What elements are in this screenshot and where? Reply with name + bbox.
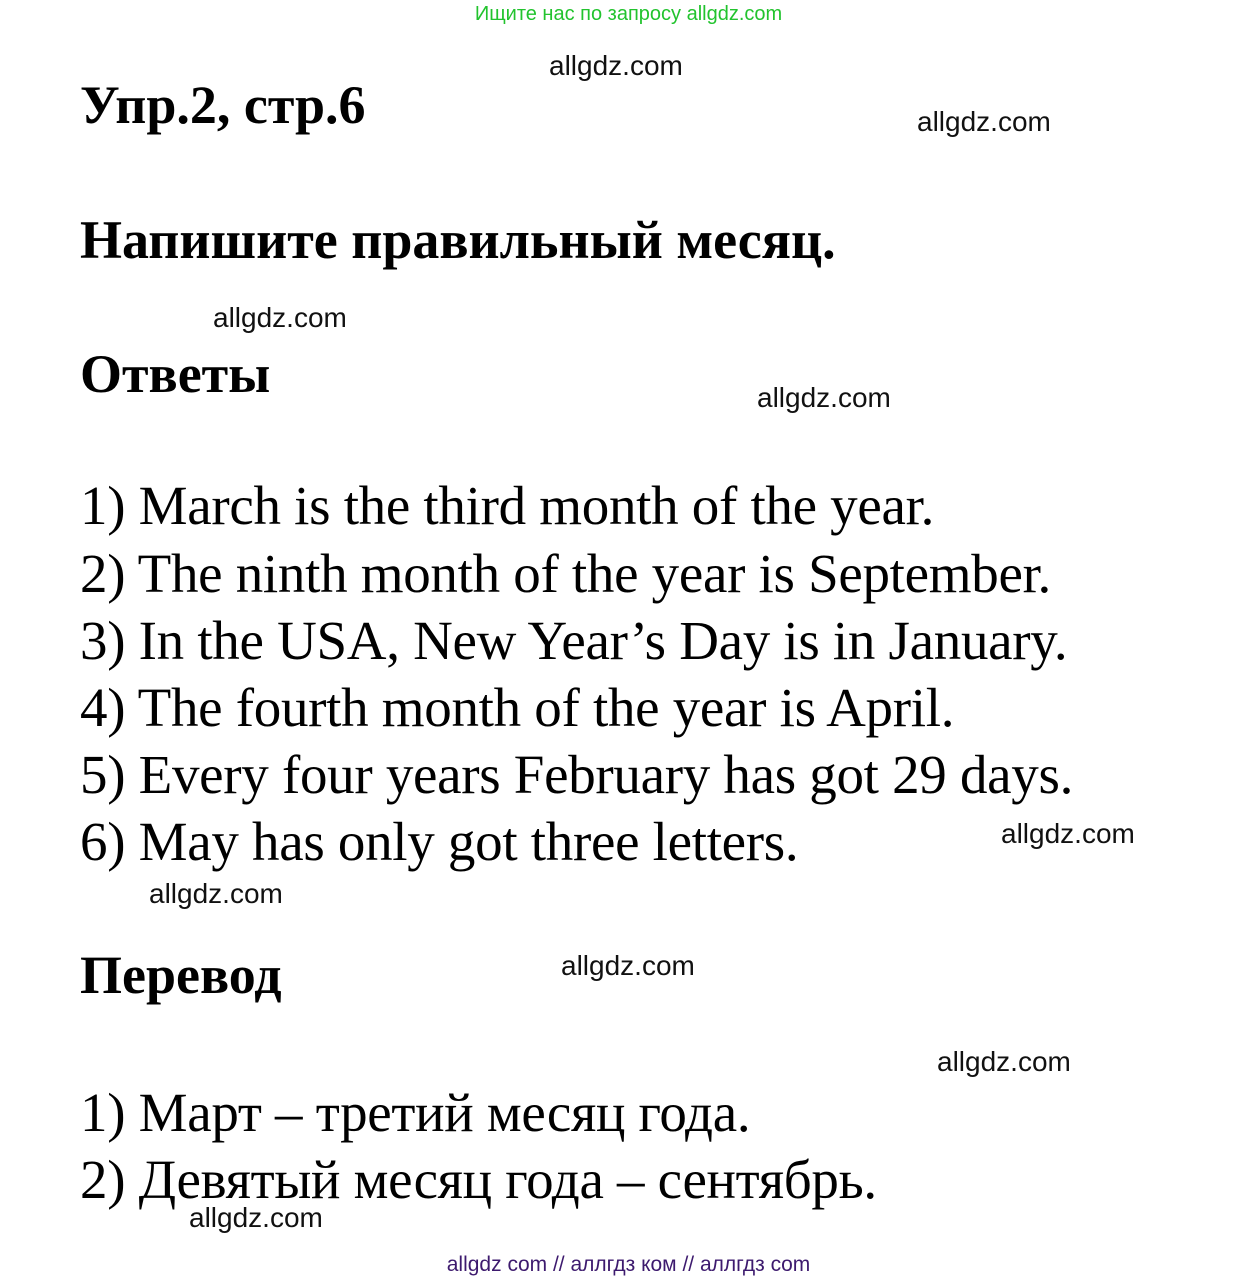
translation-heading: Перевод [80, 945, 282, 1005]
answer-line: 5) Every four years February has got 29 days. [80, 744, 1074, 805]
watermark: allgdz.com [937, 1046, 1071, 1077]
watermark: allgdz.com [1001, 818, 1135, 849]
top-banner[interactable]: Ищите нас по запросу allgdz.com [474, 3, 783, 25]
exercise-title: Упр.2, стр.6 [80, 75, 366, 135]
answer-line: 1) March is the third month of the year. [80, 475, 935, 536]
bottom-banner[interactable]: allgdz com // аллгдз ком // аллгдз com [446, 1253, 811, 1276]
answers-heading: Ответы [80, 344, 271, 404]
watermark: allgdz.com [549, 50, 683, 81]
task-text: Напишите правильный месяц. [80, 210, 836, 270]
watermark: allgdz.com [757, 382, 891, 413]
watermark: allgdz.com [189, 1202, 323, 1233]
answer-line: 4) The fourth month of the year is April. [80, 677, 955, 738]
translation-line: 2) Девятый месяц года – сентябрь. [80, 1149, 877, 1210]
watermark: allgdz.com [917, 106, 1051, 137]
watermark: allgdz.com [149, 878, 283, 909]
watermark: allgdz.com [561, 950, 695, 981]
translation-line: 1) Март – третий месяц года. [80, 1082, 751, 1143]
watermark: allgdz.com [213, 302, 347, 333]
answer-line: 3) In the USA, New Year’s Day is in January. [80, 610, 1068, 671]
answer-line: 2) The ninth month of the year is September. [80, 543, 1051, 604]
answer-line: 6) May has only got three letters. [80, 811, 799, 872]
